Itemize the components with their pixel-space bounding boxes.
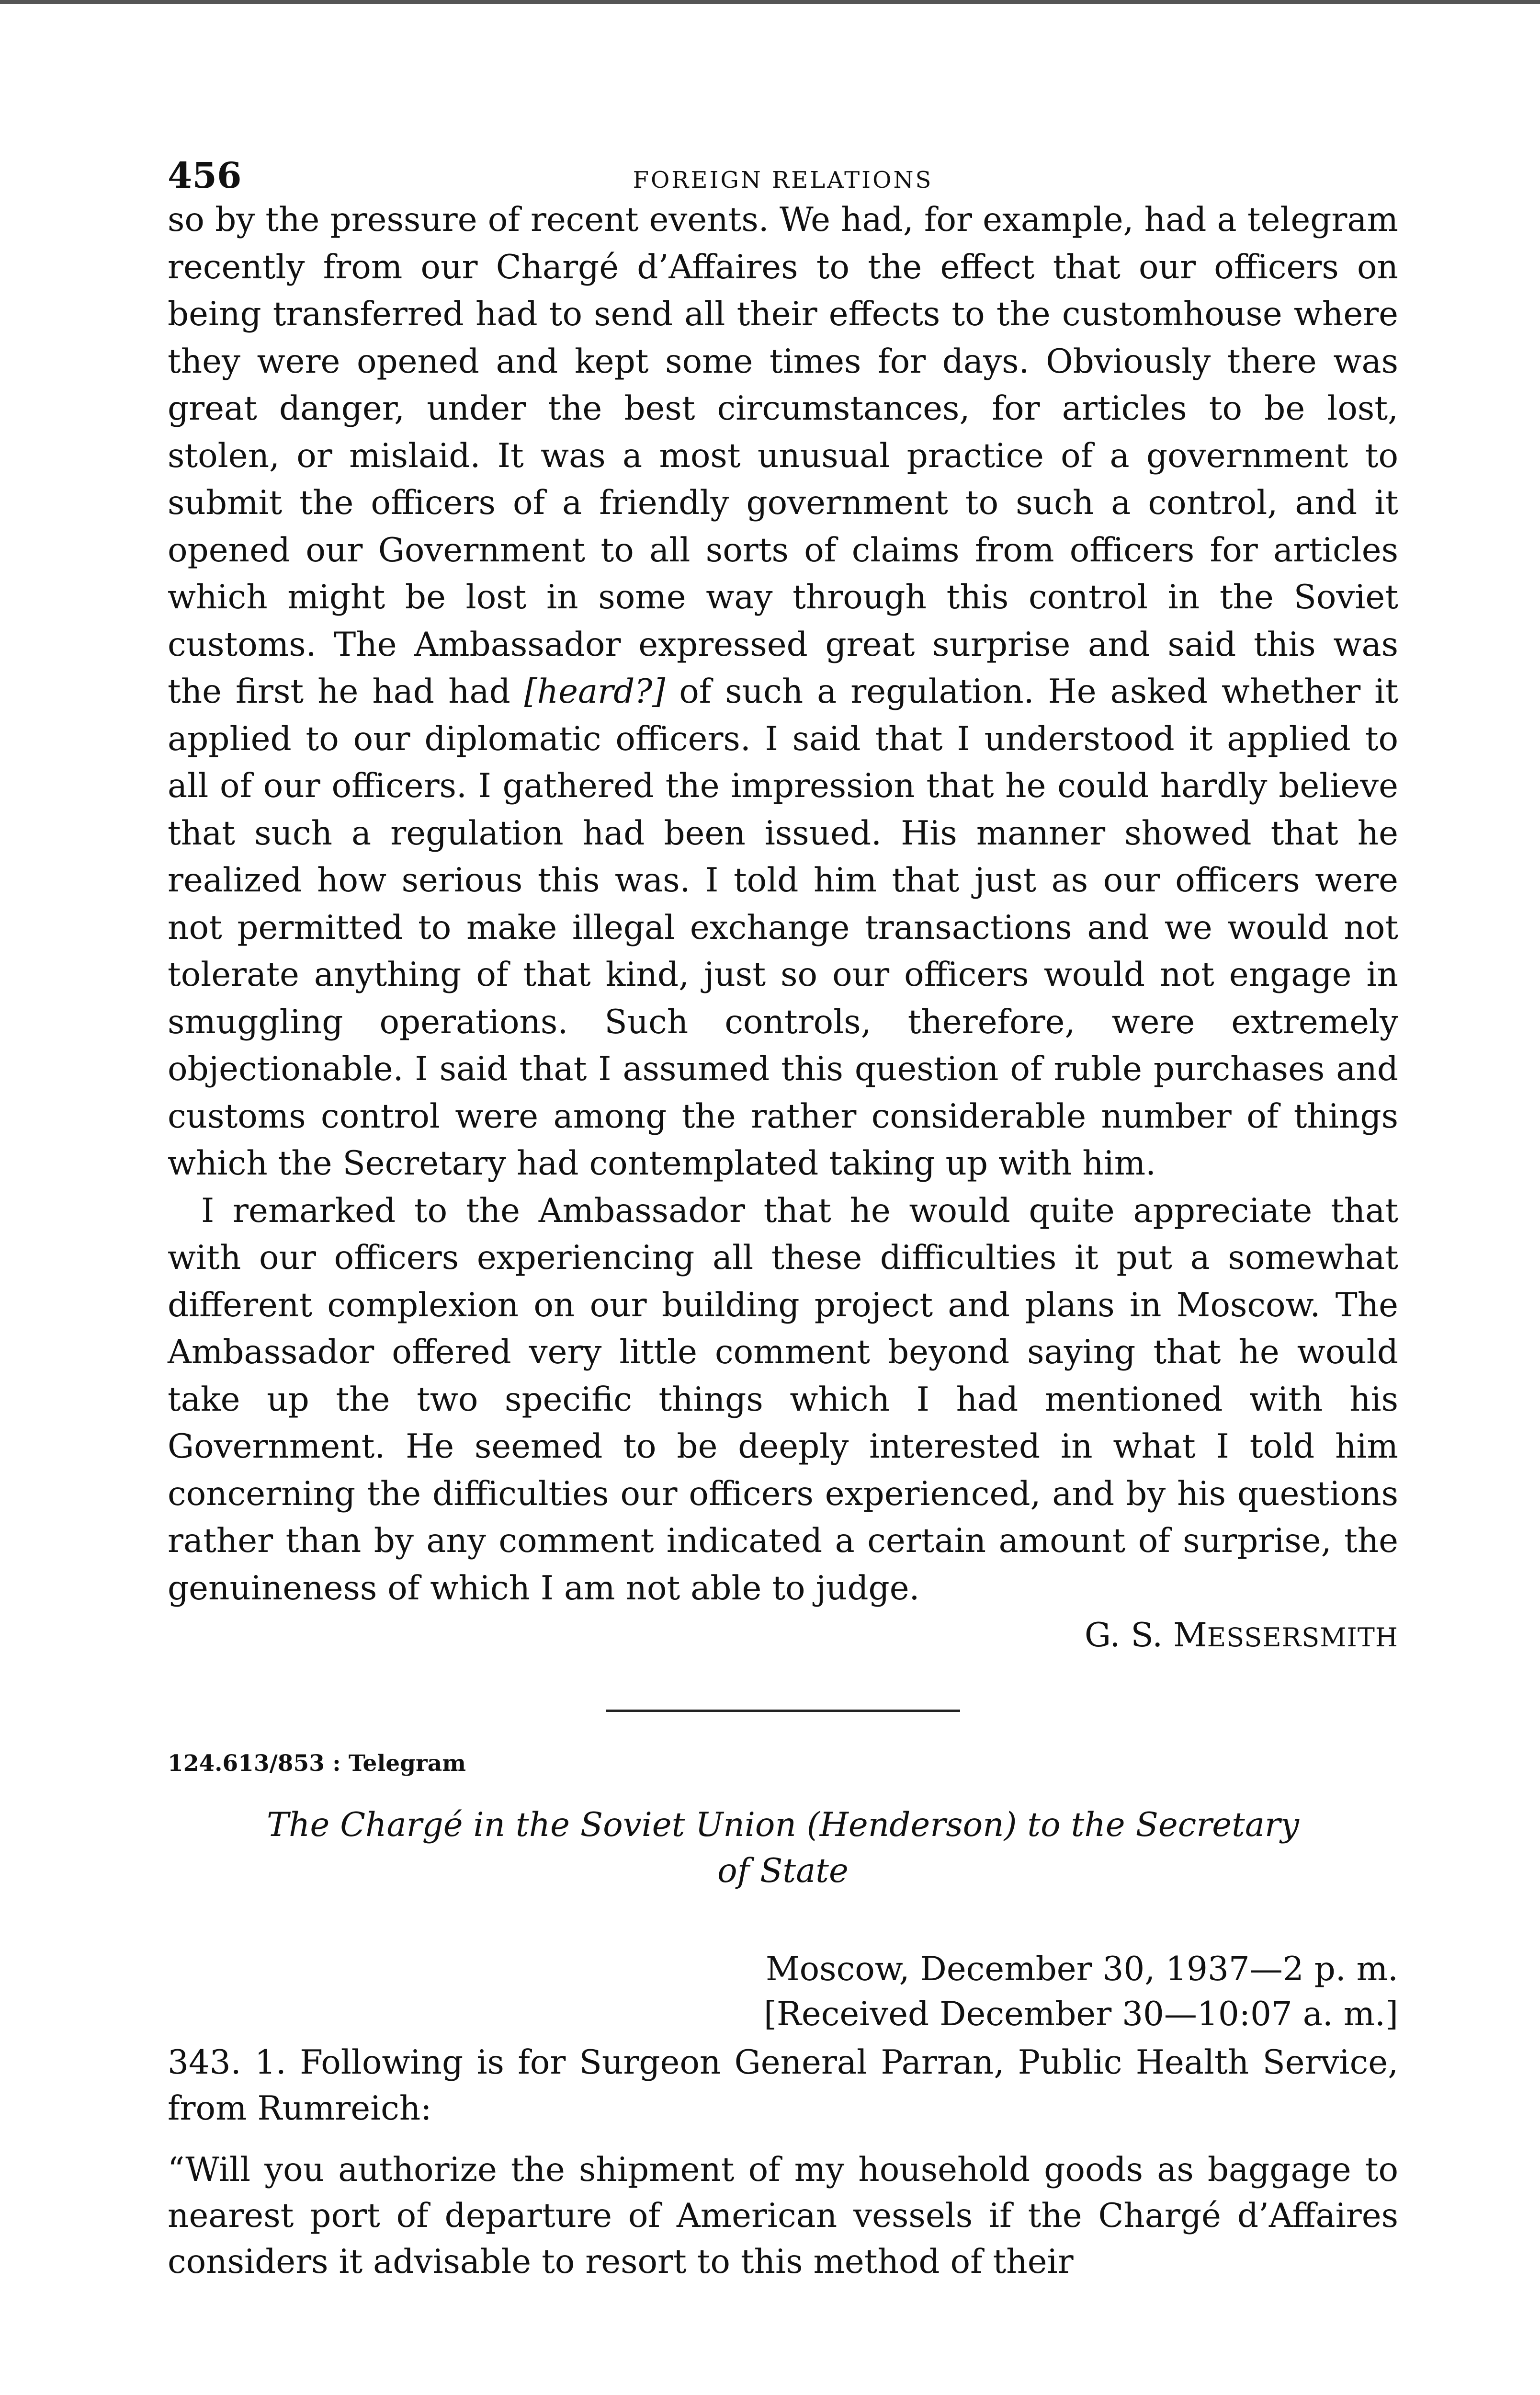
page [168, 144, 1398, 2285]
bracket-insert: [heard?] [524, 673, 666, 711]
heading-line-2: of State [717, 1851, 849, 1890]
signature-initials: G. S. M [1084, 1616, 1207, 1654]
dateline-block [168, 1947, 1398, 2037]
dateline: Moscow, December 30, 1937—2 p. m. [765, 1950, 1398, 1988]
memorandum-body [168, 196, 1398, 1612]
telegram-paragraph-1: 343. 1. Following is for Surgeon General Parran, Public Health Service, from Rumreich: [168, 2043, 1398, 2128]
running-title: FOREIGN RELATIONS [633, 167, 933, 194]
file-reference: 124.613/853 : Telegram [168, 1750, 466, 1777]
received-line: [Received December 30—10:07 a. m.] [763, 1995, 1398, 2033]
telegram-paragraph-2: “Will you authorize the shipment of my household goods as baggage to nearest port of departure of American vessels if the Chargé d’Affaires considers it advisable to resort to this method of their [168, 2150, 1398, 2281]
body-paragraph-1-end: of such a regulation. He asked whether it applied to our diplomatic officers. I said that I understood it applied to all of our officers. I gathered the impression that he could hardly believe that such a regulation had been issued. His manner showed that he realized how serious this was. I told him that just as our officers were not permitted to make illegal exchange transactions and we would not tolerate anything of that kind, just so our officers would not engage in smuggling operations. Such controls, therefore, were extremely objectionable. I said that I assumed this question of ruble purchases and customs control were among the rather considerable number of things which the Secretary had contemplated taking up with him. [168, 673, 1398, 1183]
body-paragraph-1-text: so by the pressure of recent events. We had, for example, had a telegram recently from our Chargé d’Affaires to the effect that our officers on being transferred had to send all their effects to the customhouse where they were opened and kept some times for days. Obviously there was great danger, under the best circumstances, for articles to be lost, stolen, or mislaid. It was a most unusual practice of a government to submit the officers of a friendly government to such a control, and it opened our Government to all sorts of claims from officers for articles which might be lost in some way through this control in the Soviet customs. The Ambassador expressed great surprise and said this was the first he had had [168, 201, 1398, 711]
page-number: 456 [168, 155, 242, 196]
body-paragraph-2: I remarked to the Ambassador that he would quite appreciate that with our officers experiencing all these difficulties it put a somewhat different complexion on our building project and plans in Moscow. The Ambassador offered very little comment beyond saying that he would take up the two specific things which I had mentioned with his Government. He seemed to be deeply interested in what I told him concerning the difficulties our officers experienced, and by his questions rather than by any comment indicated a certain amount of surprise, the genuineness of which I am not able to judge. [168, 1191, 1398, 1608]
top-border-rule [0, 0, 1540, 4]
document-heading [208, 1802, 1358, 1894]
signature [168, 1612, 1398, 1662]
body-paragraph-1 [168, 196, 1398, 1187]
heading-line-1: The Chargé in the Soviet Union (Henderson) to the Secretary [267, 1805, 1299, 1844]
signature-surname: ESSERSMITH [1207, 1622, 1398, 1653]
telegram-body [168, 2040, 1398, 2285]
running-head [168, 144, 1398, 196]
section-divider [606, 1710, 960, 1712]
